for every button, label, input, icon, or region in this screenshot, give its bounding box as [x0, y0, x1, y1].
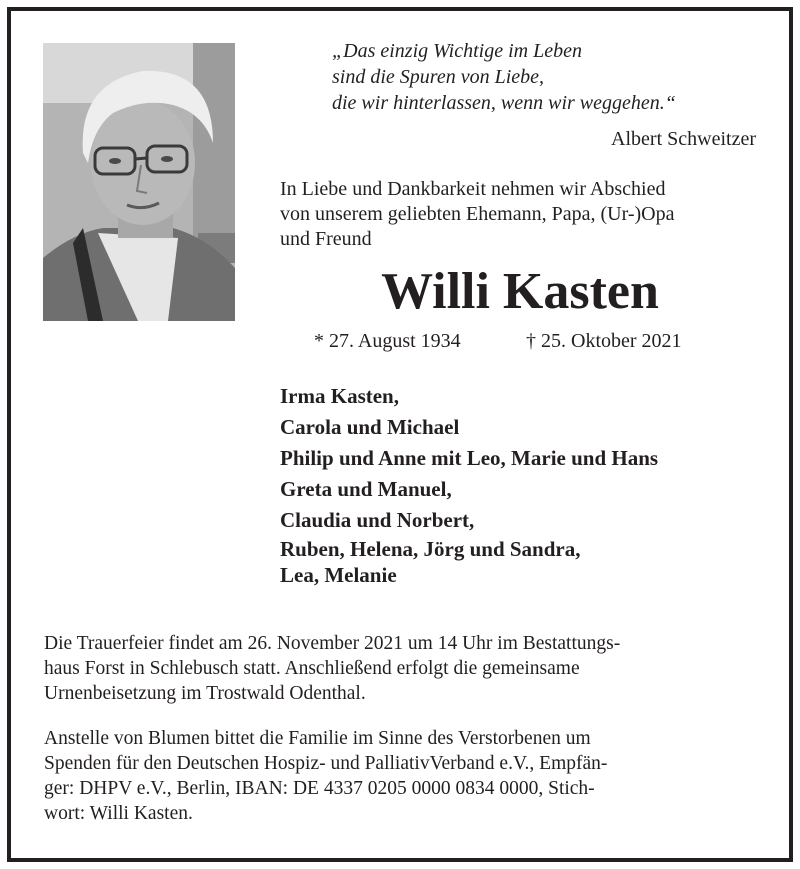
family-member: Ruben, Helena, Jörg und Sandra,	[280, 537, 581, 561]
intro-text	[280, 177, 760, 252]
ceremony-line: haus Forst in Schlebusch statt. Anschließend erfolgt die gemeinsame	[44, 658, 580, 679]
family-member: Lea, Melanie	[280, 563, 397, 587]
donation-paragraph	[44, 726, 756, 826]
quote-line: die wir hinterlassen, wenn wir weggehen.“	[332, 92, 676, 114]
ceremony-paragraph	[44, 631, 756, 706]
quote-line: „Das einzig Wichtige im Leben	[332, 40, 582, 62]
family-member: Carola und Michael	[280, 415, 460, 439]
intro-line: von unserem geliebten Ehemann, Papa, (Ur-)Opa	[280, 203, 675, 225]
quote-author: Albert Schweitzer	[611, 128, 756, 150]
donation-line: Spenden für den Deutschen Hospiz- und PalliativVerband e.V., Empfän-	[44, 753, 608, 774]
quote-line: sind die Spuren von Liebe,	[332, 66, 545, 88]
intro-line: und Freund	[280, 228, 372, 250]
birth-date: * 27. August 1934	[314, 330, 461, 352]
donation-line: wort: Willi Kasten.	[44, 803, 193, 824]
deceased-name: Willi Kasten	[381, 263, 659, 320]
portrait-photo-icon	[43, 43, 235, 321]
family-member: Philip und Anne mit Leo, Marie und Hans	[280, 446, 659, 470]
portrait-photo	[43, 43, 235, 321]
intro-line: In Liebe und Dankbarkeit nehmen wir Abschied	[280, 178, 666, 200]
donation-line: ger: DHPV e.V., Berlin, IBAN: DE 4337 0205 0000 0834 0000, Stich-	[44, 778, 595, 799]
family-member: Claudia und Norbert,	[280, 508, 475, 532]
family-member: Greta und Manuel,	[280, 477, 452, 501]
family-member: Irma Kasten,	[280, 384, 399, 408]
death-date: † 25. Oktober 2021	[526, 330, 682, 352]
ceremony-line: Die Trauerfeier findet am 26. November 2021 um 14 Uhr im Bestattungs-	[44, 633, 621, 654]
quote-block	[332, 38, 752, 116]
donation-line: Anstelle von Blumen bittet die Familie im Sinne des Verstorbenen um	[44, 728, 591, 749]
ceremony-line: Urnenbeisetzung im Trostwald Odenthal.	[44, 683, 366, 704]
family-list	[280, 381, 770, 588]
